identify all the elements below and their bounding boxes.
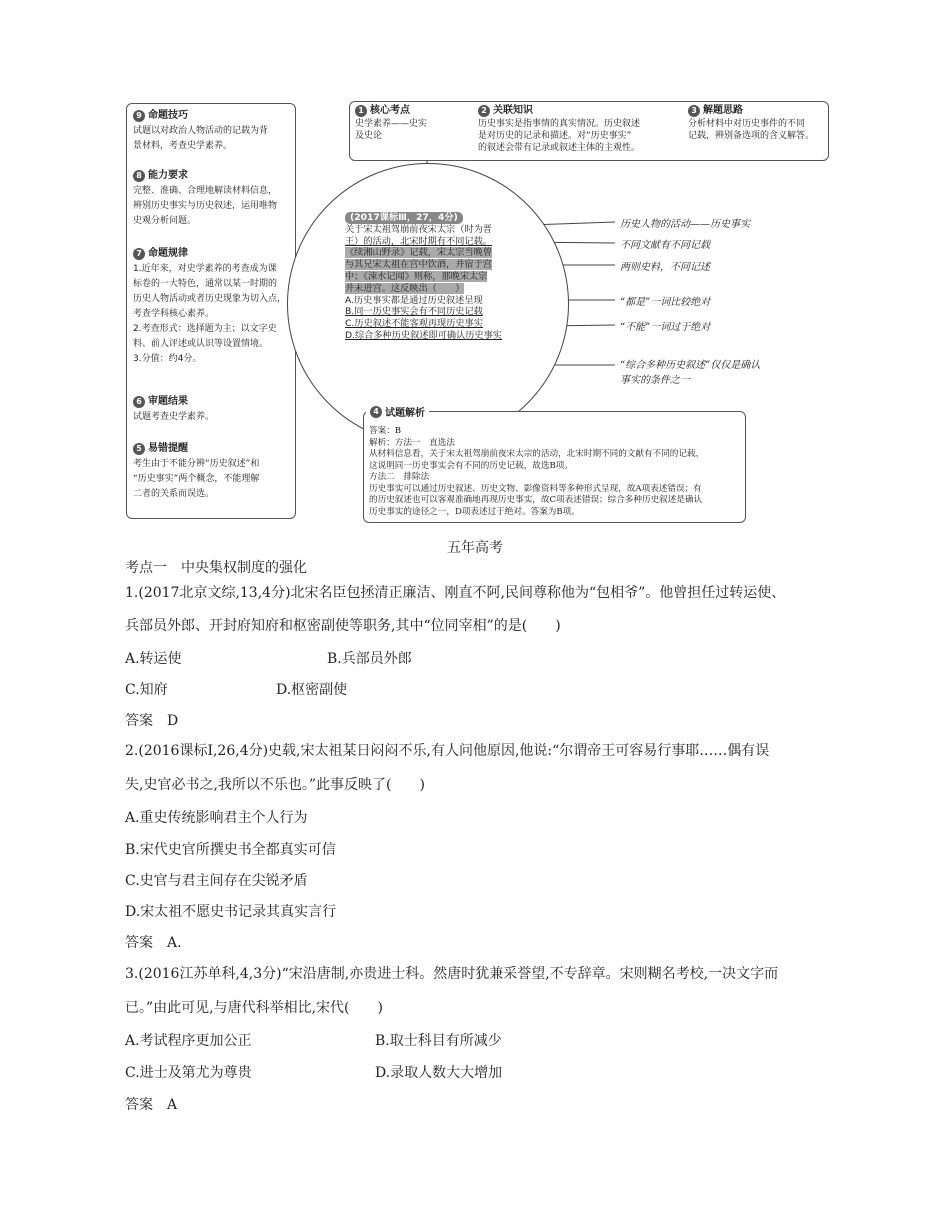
section-number-badge: 5: [133, 443, 145, 455]
question-option: B.同一历史事实会有不同历史记载: [345, 306, 483, 318]
q2-option-c: C.史官与君主间存在尖锐矛盾: [125, 873, 308, 889]
answer-line: 这说明同一历史事实会有不同的历史记载，故选B项。: [369, 460, 573, 471]
q2-option-b: B.宋代史官所撰史书全都真实可信: [125, 842, 336, 858]
section-line: 2.考查形式：选择题为主；以文字史: [133, 324, 277, 334]
section-line: 1.近年来，对史学素养的考查成为课: [133, 264, 277, 274]
caption: 五年高考: [447, 540, 503, 556]
question-line: 与其兄宋太祖在宫中饮酒，并宿于宫: [345, 259, 492, 271]
question-2-line-2: 失,史官必书之,我所以不乐也。”此事反映了( ): [125, 777, 425, 793]
answer-line: 的历史叙述也可以客观准确地再现历史事实，故C项表述错误；综合多种历史叙述是确认: [369, 495, 703, 505]
section-title: 试题解析: [385, 408, 425, 419]
section-number-badge: 3: [688, 105, 700, 117]
section-8: [133, 168, 291, 229]
handwritten-note: 不同文献有不同记载: [620, 240, 710, 251]
q3-option-b: B.取士科目有所减少: [375, 1033, 502, 1049]
question-option: C.历史叙述不能客观再现历史事实: [345, 318, 483, 330]
section-line: 史观分析问题。: [133, 216, 197, 226]
section-line: 二者的关系而误选。: [133, 489, 215, 499]
question-line: 中；《涑水记闻》则称，那晚宋太宗: [345, 270, 488, 282]
section-line: 是对历史的记录和描述。对“历史事实”: [478, 131, 632, 141]
section-line: 完整、准确、合理地解读材料信息，: [133, 186, 278, 196]
q1-answer: 答案 D: [125, 713, 179, 729]
section-line: 料、前人评述或认识等设置情境。: [133, 339, 269, 349]
section-line: 考生由于不能分辨“历史叙述”和: [133, 459, 260, 469]
question-source-tag: (2017课标Ⅲ，27，4分): [345, 212, 463, 224]
answer-text: [369, 426, 741, 518]
section-title: 命题规律: [148, 248, 188, 259]
handwritten-note: “都是”一词比较绝对: [620, 297, 711, 308]
top-info-panel: [349, 101, 829, 161]
answer-line: 从材料信息看，关于宋太祖驾崩前夜宋太宗的活动，北宋时期不同的文献有不同的记载，: [369, 449, 705, 459]
answer-line: 历史事实可以通过历史叙述、历史文物、影像资料等多种形式呈现，故A项表述错误；有: [369, 483, 702, 494]
question-line: 并未进宫。这反映出（ ）: [345, 282, 465, 294]
question-3-line-1: 3.(2016江苏单科,4,3分)“宋沿唐制,亦贵进士科。然唐时犹兼采誉望,不专辞章。宋则糊名考校,一决文字而: [125, 966, 779, 982]
question-3-line-2: 已。”由此可见,与唐代科举相比,宋代( ): [125, 1000, 383, 1016]
question-option: A.历史事实都是通过历史叙述呈现: [345, 294, 483, 306]
section-line: 考查学科核心素养。: [133, 309, 215, 319]
section-line: 3.分值：约4分。: [133, 354, 202, 364]
handwritten-note: “不能”一词过于绝对: [620, 322, 711, 333]
section-title: 核心考点: [370, 105, 410, 116]
handwritten-note: 历史人物的活动——历史事实: [620, 219, 750, 230]
handwritten-note: 事实的条件之一: [620, 375, 690, 386]
section-title: 关联知识: [493, 105, 533, 116]
section-title: 能力要求: [148, 170, 188, 181]
section-title: 易错提醒: [148, 443, 188, 454]
q1-option-c: C.知府: [125, 682, 168, 698]
section-line: 记载，辨别备选项的含义解答。: [688, 131, 815, 141]
question-text: [345, 212, 555, 342]
section-9: [133, 108, 291, 154]
q2-option-a: A.重史传统影响君主个人行为: [125, 810, 308, 826]
question-1-line-1: 1.(2017北京文综,13,4分)北宋名臣包拯清正廉洁、刚直不阿,民间尊称他为“包相爷”。他曾担任过转运使、: [125, 585, 786, 601]
section-line: 历史人物活动或者历史现象为切入点，: [133, 294, 287, 304]
section-number-badge: 7: [133, 248, 145, 260]
answer-line: 答案：B: [369, 426, 402, 436]
section-number-badge: 8: [133, 170, 145, 182]
section-title: 审题结果: [148, 396, 188, 407]
section-title: 解题思路: [703, 105, 743, 116]
section-number-badge: 6: [133, 396, 145, 408]
q2-option-d: D.宋太祖不愿史书记录其真实言行: [125, 904, 337, 920]
q1-option-a: A.转运使: [125, 651, 182, 667]
section-line: 试题以对政治人物活动的记载为背: [133, 126, 269, 136]
section-number-badge: 4: [370, 406, 382, 418]
answer-line: 历史事实的途径之一，D项表述过于绝对。答案为B项。: [369, 506, 580, 517]
section-number-badge: 9: [133, 110, 145, 122]
q3-option-c: C.进士及第尤为尊贵: [125, 1065, 252, 1081]
section-line: 标卷的一大特色，通常以某一时期的: [133, 279, 278, 289]
section-line: 辨别历史事实与历史叙述，运用唯物: [133, 201, 278, 211]
section-6: [133, 394, 291, 425]
section-line: 的叙述会带有记录或叙述主体的主观性。: [478, 143, 641, 153]
q1-option-d: D.枢密副使: [276, 682, 348, 698]
section-number-badge: 1: [355, 105, 367, 117]
section-line: 试题考查史学素养。: [133, 412, 215, 422]
question-line: 关于宋太祖驾崩前夜宋太宗（时为晋: [345, 223, 492, 235]
question-option: D.综合多种历史叙述即可确认历史事实: [345, 329, 502, 341]
question-line: 《续湘山野录》记载，宋太宗当晚曾: [345, 247, 492, 259]
question-2-line-1: 2.(2016课标Ⅰ,26,4分)史载,宋太祖某日闷闷不乐,有人问他原因,他说:“尔谓帝王可容易行事耶……偶有误: [125, 743, 770, 759]
question-1-line-2: 兵部员外郎、开封府知府和枢密副使等职务,其中“位同宰相”的是( ): [125, 618, 561, 634]
answer-line: 方法二 排除法: [369, 472, 430, 482]
handwritten-note: “综合多种历史叙述”仅仅是确认: [620, 360, 761, 371]
section-7: [133, 246, 291, 367]
q3-answer: 答案 A: [125, 1097, 178, 1113]
section-number-badge: 2: [478, 105, 490, 117]
section-2: [478, 105, 678, 154]
section-line: 分析材料中对历史事件的不同: [688, 119, 806, 129]
section-3: [688, 105, 826, 142]
q3-option-d: D.录取人数大大增加: [375, 1065, 503, 1081]
section-title: 考点一 中央集权制度的强化: [125, 560, 307, 576]
handwritten-note: 两则史料，不同记述: [620, 262, 710, 273]
section-title: 命题技巧: [148, 110, 188, 121]
q1-option-b: B.兵部员外郎: [327, 651, 412, 667]
section-5: [133, 441, 291, 502]
answer-panel-header: [366, 404, 429, 419]
section-line: 景材料，考查史学素养。: [133, 141, 233, 151]
answer-line: 解析：方法一 直选法: [369, 437, 455, 448]
left-info-panel: [126, 103, 296, 519]
q2-answer: 答案 A.: [125, 935, 182, 951]
section-line: 历史事实是指事情的真实情况。历史叙述: [478, 119, 641, 129]
section-line: “历史事实”两个概念，不能理解: [133, 474, 260, 484]
section-line: 史学素养——史实: [355, 119, 428, 129]
section-line: 及史论: [355, 131, 383, 141]
exam-figure: [0, 0, 950, 530]
question-line: 王）的活动，北宋时期有不同记载。: [345, 235, 492, 247]
q3-option-a: A.考试程序更加公正: [125, 1033, 252, 1049]
section-1: [355, 105, 473, 142]
